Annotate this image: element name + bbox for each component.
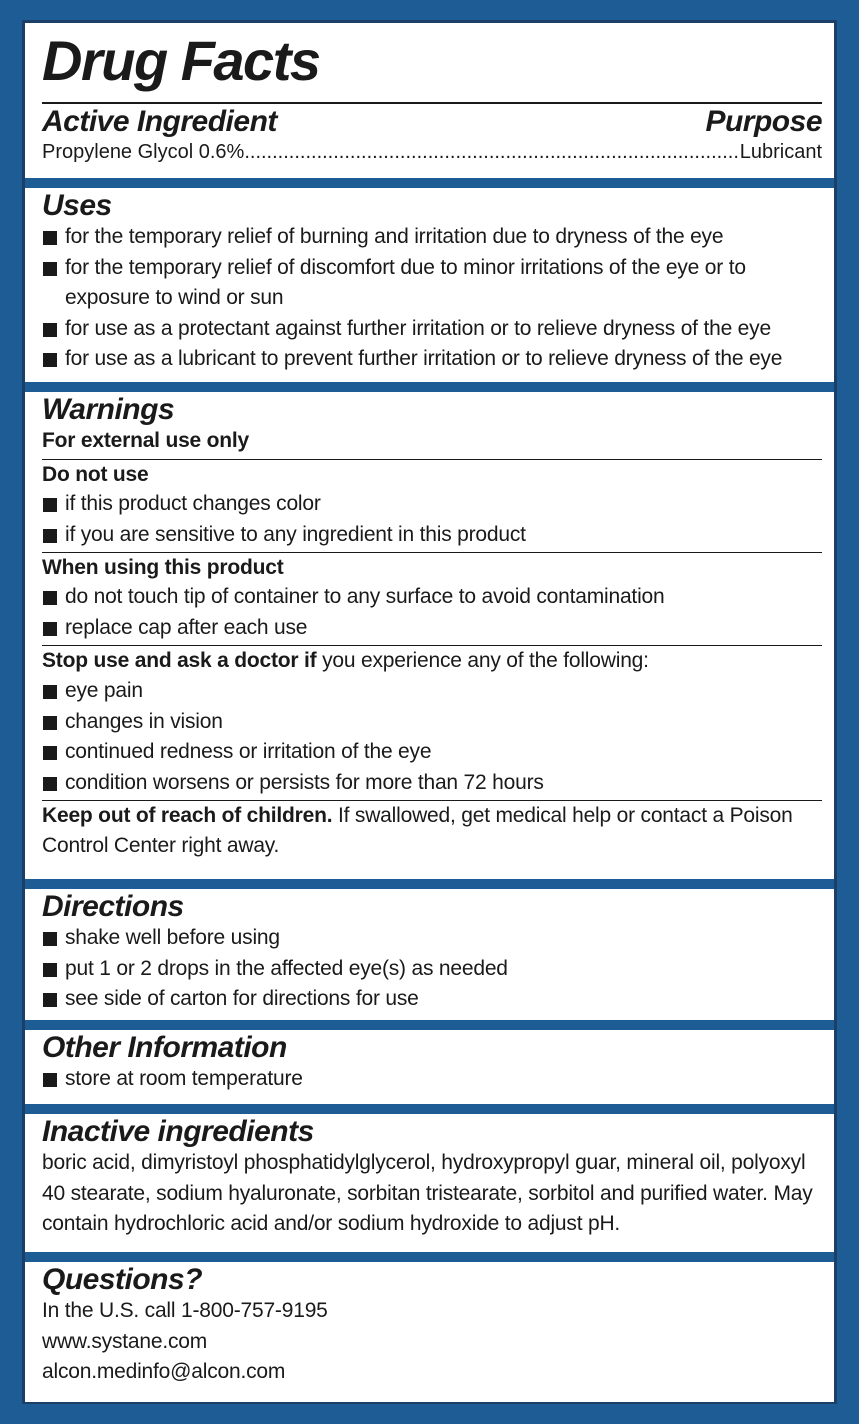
stop-use-heading: Stop use and ask a doctor if — [42, 649, 317, 672]
list-item: continued redness or irritation of the eye — [42, 737, 822, 768]
list-item: for the temporary relief of burning and irritation due to dryness of the eye — [42, 222, 822, 253]
list-item: for the temporary relief of discomfort due to minor irritations of the eye or to exposure to wind or sun — [42, 253, 822, 314]
uses-heading: Uses — [42, 189, 112, 222]
warnings-heading: Warnings — [42, 393, 175, 426]
other-information-heading: Other Information — [42, 1031, 287, 1064]
list-item: shake well before using — [42, 923, 822, 954]
external-use-note: For external use only — [42, 429, 250, 452]
list-item: see side of carton for directions for use — [42, 984, 822, 1015]
list-item: condition worsens or persists for more than 72 hours — [42, 768, 822, 799]
email-link[interactable]: alcon.medinfo@alcon.com — [42, 1360, 286, 1383]
header-section — [25, 31, 834, 178]
do-not-use-heading: Do not use — [42, 463, 149, 486]
inactive-ingredients-section — [25, 1114, 834, 1254]
keep-out-line — [42, 801, 822, 861]
leader-dots — [244, 138, 739, 166]
website-link[interactable]: www.systane.com — [42, 1329, 208, 1353]
active-ingredient-purpose: Lubricant — [739, 141, 822, 163]
list-item: if this product changes color — [42, 489, 822, 520]
active-ingredient-name: Propylene Glycol 0.6% — [42, 141, 245, 163]
uses-section — [25, 188, 834, 384]
list-item: changes in vision — [42, 707, 822, 738]
drug-facts-panel — [22, 20, 837, 1404]
questions-section — [25, 1262, 834, 1402]
keep-out-text: If swallowed, get medical help or contact a Poison Control Center right away. — [42, 804, 793, 857]
directions-heading: Directions — [42, 890, 184, 923]
list-item: eye pain — [42, 676, 822, 707]
stop-use-line — [42, 646, 822, 676]
warnings-section — [25, 392, 834, 879]
list-item: replace cap after each use — [42, 613, 822, 644]
phone-number: In the U.S. call 1-800-757-9195 — [42, 1299, 328, 1322]
page-title: Drug Facts — [42, 29, 320, 92]
stop-use-text: you experience any of the following: — [316, 649, 649, 672]
list-item: store at room temperature — [42, 1064, 822, 1095]
list-item: do not touch tip of container to any surface to avoid contamination — [42, 582, 822, 613]
inactive-ingredients-heading: Inactive ingredients — [42, 1115, 314, 1148]
directions-section — [25, 889, 834, 1021]
when-using-heading: When using this product — [42, 556, 284, 579]
list-item: for use as a lubricant to prevent further irritation or to relieve dryness of the eye — [42, 344, 822, 375]
list-item: if you are sensitive to any ingredient in this product — [42, 520, 822, 551]
list-item: put 1 or 2 drops in the affected eye(s) as needed — [42, 954, 822, 985]
keep-out-heading: Keep out of reach of children. — [42, 804, 333, 827]
inactive-ingredients-text: boric acid, dimyristoyl phosphatidylglycerol, hydroxypropyl guar, mineral oil, polyoxyl 40 stearate, sodium hyaluronate, sorbitan tristearate, sorbitol and purified water. May contain hydrochloric acid and/or sodium hydroxide to adjust pH. — [42, 1151, 813, 1235]
list-item: for use as a protectant against further irritation or to relieve dryness of the eye — [42, 314, 822, 345]
active-ingredient-heading: Active Ingredient — [42, 105, 277, 138]
active-ingredient-row — [42, 138, 822, 166]
questions-heading: Questions? — [42, 1263, 203, 1296]
purpose-heading: Purpose — [705, 105, 822, 138]
other-information-section — [25, 1030, 834, 1105]
